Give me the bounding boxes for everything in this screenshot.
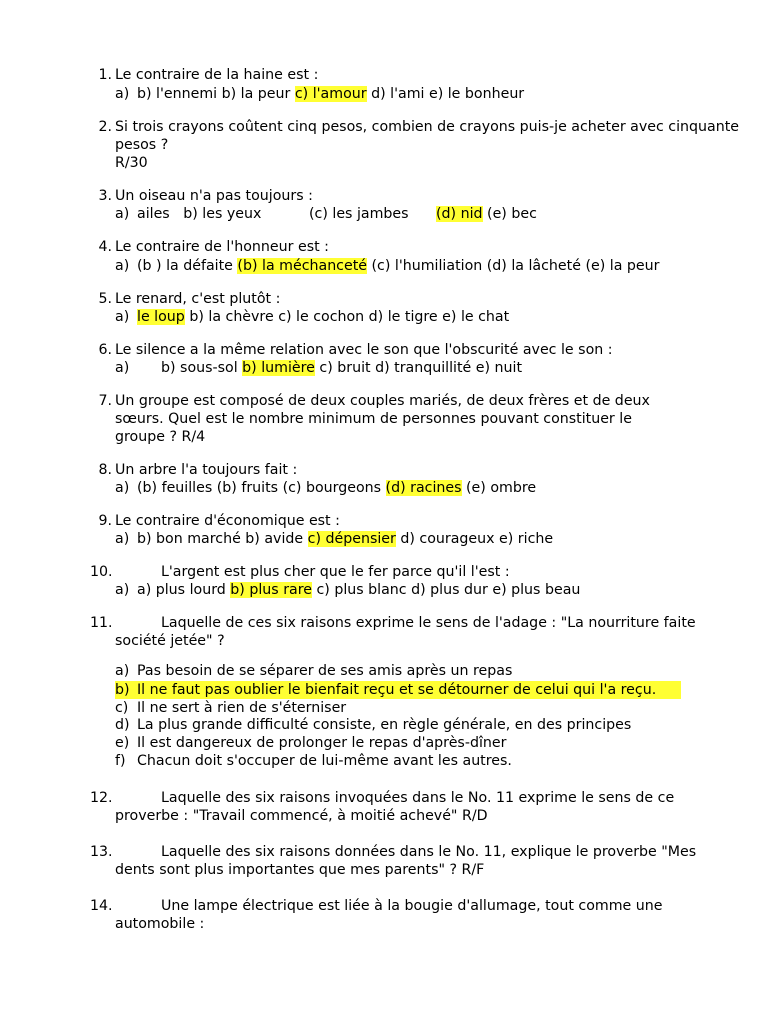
option-text: Il est dangereux de prolonger le repas d'après-dîner [137, 735, 507, 751]
answer-text: b) l'ennemi b) la peur [137, 86, 295, 102]
answer-text: c) plus blanc d) plus dur e) plus beau [311, 582, 581, 598]
question-text: société jetée" ? [115, 633, 225, 649]
option-label: a) [115, 480, 130, 496]
question-number: 7. [98, 393, 112, 409]
option-text: La plus grande difficulté consiste, en règle générale, en des principes [137, 717, 632, 733]
question-number: 12. [90, 790, 113, 806]
highlighted-answer: b) plus rare [230, 582, 312, 598]
question-number: 1. [98, 67, 112, 83]
highlighted-answer: (d) nid [436, 206, 483, 222]
question-text: Laquelle des six raisons invoquées dans le No. 11 exprime le sens de ce [161, 790, 675, 806]
option-label: a) [115, 663, 130, 679]
question-text: Laquelle de ces six raisons exprime le sens de l'adage : "La nourriture faite [161, 615, 696, 631]
question-number: 4. [98, 239, 112, 255]
answer-options [137, 308, 509, 326]
option-label: a) [115, 258, 130, 274]
question-text: Une lampe électrique est liée à la bougie d'allumage, tout comme une [161, 898, 663, 914]
answer-options [137, 85, 524, 103]
option-label: c) [115, 700, 129, 716]
highlighted-answer: b) lumière [242, 360, 315, 376]
answer-options [161, 359, 522, 377]
answer-text: b) bon marché b) avide [137, 531, 308, 547]
answer-text: ailes b) les yeux [137, 206, 262, 222]
option-label: a) [115, 86, 130, 102]
highlighted-answer: (b) la méchanceté [237, 258, 368, 274]
option-text: Pas besoin de se séparer de ses amis après un repas [137, 663, 513, 679]
option-label: a) [115, 531, 130, 547]
answer-text: R/30 [115, 155, 148, 171]
answer-text: c) bruit d) tranquillité e) nuit [314, 360, 523, 376]
answer-options [436, 205, 537, 223]
option-text: Il ne sert à rien de s'éterniser [137, 700, 347, 716]
question-text: Le renard, c'est plutôt : [115, 291, 281, 307]
answer-text: b) la chèvre c) le cochon d) le tigre e) le chat [184, 309, 510, 325]
option-label: a) [115, 582, 130, 598]
question-text: pesos ? [115, 137, 169, 153]
question-number: 13. [90, 844, 113, 860]
answer-text: (c) les jambes [309, 206, 409, 222]
option-label: e) [115, 735, 130, 751]
question-text: Le contraire de la haine est : [115, 67, 319, 83]
question-number: 5. [98, 291, 112, 307]
option-label: b) [115, 682, 130, 698]
question-number: 11. [90, 615, 113, 631]
answer-options [137, 257, 659, 275]
question-number: 2. [98, 119, 112, 135]
question-text: Un arbre l'a toujours fait : [115, 462, 298, 478]
question-number: 9. [98, 513, 112, 529]
question-text: groupe ? R/4 [115, 429, 206, 445]
option-label: d) [115, 717, 130, 733]
question-number: 3. [98, 188, 112, 204]
highlighted-answer: (d) racines [385, 480, 462, 496]
answer-text: d) courageux e) riche [395, 531, 554, 547]
answer-options [137, 530, 553, 548]
answer-text: (c) l'humiliation (d) la lâcheté (e) la peur [367, 258, 660, 274]
question-text: proverbe : "Travail commencé, à moitié achevé" R/D [115, 808, 488, 824]
question-text: Le contraire de l'honneur est : [115, 239, 329, 255]
option-label: a) [115, 309, 130, 325]
answer-options [137, 581, 580, 599]
option-text: Il ne faut pas oublier le bienfait reçu et se détourner de celui qui l'a reçu. [137, 682, 657, 698]
highlighted-answer: c) l'amour [294, 86, 367, 102]
answer-text: (e) bec [482, 206, 537, 222]
question-text: Le silence a la même relation avec le son que l'obscurité avec le son : [115, 342, 613, 358]
highlighted-answer: le loup [137, 309, 185, 325]
answer-text: a) plus lourd [137, 582, 231, 598]
question-number: 14. [90, 898, 113, 914]
question-text: Si trois crayons coûtent cinq pesos, combien de crayons puis-je acheter avec cinquante [115, 119, 739, 135]
question-text: L'argent est plus cher que le fer parce qu'il l'est : [161, 564, 510, 580]
question-text: sœurs. Quel est le nombre minimum de personnes pouvant constituer le [115, 411, 632, 427]
answer-text: (b) feuilles (b) fruits (c) bourgeons [137, 480, 386, 496]
answer-text: d) l'ami e) le bonheur [366, 86, 525, 102]
option-text: Chacun doit s'occuper de lui-même avant les autres. [137, 753, 512, 769]
question-text: automobile : [115, 916, 205, 932]
option-label: a) [115, 206, 130, 222]
answer-text: (b ) la défaite [137, 258, 238, 274]
question-number: 6. [98, 342, 112, 358]
option-label: a) [115, 360, 130, 376]
highlighted-answer: c) dépensier [307, 531, 396, 547]
option-label: f) [115, 753, 126, 769]
answer-options [137, 479, 536, 497]
question-text: Le contraire d'économique est : [115, 513, 340, 529]
answer-text: (e) ombre [461, 480, 537, 496]
question-number: 8. [98, 462, 112, 478]
question-text: Laquelle des six raisons données dans le No. 11, explique le proverbe "Mes [161, 844, 697, 860]
question-text: Un groupe est composé de deux couples mariés, de deux frères et de deux [115, 393, 650, 409]
question-number: 10. [90, 564, 113, 580]
question-text: Un oiseau n'a pas toujours : [115, 188, 313, 204]
question-text: dents sont plus importantes que mes parents" ? R/F [115, 862, 485, 878]
answer-text: b) sous-sol [161, 360, 243, 376]
